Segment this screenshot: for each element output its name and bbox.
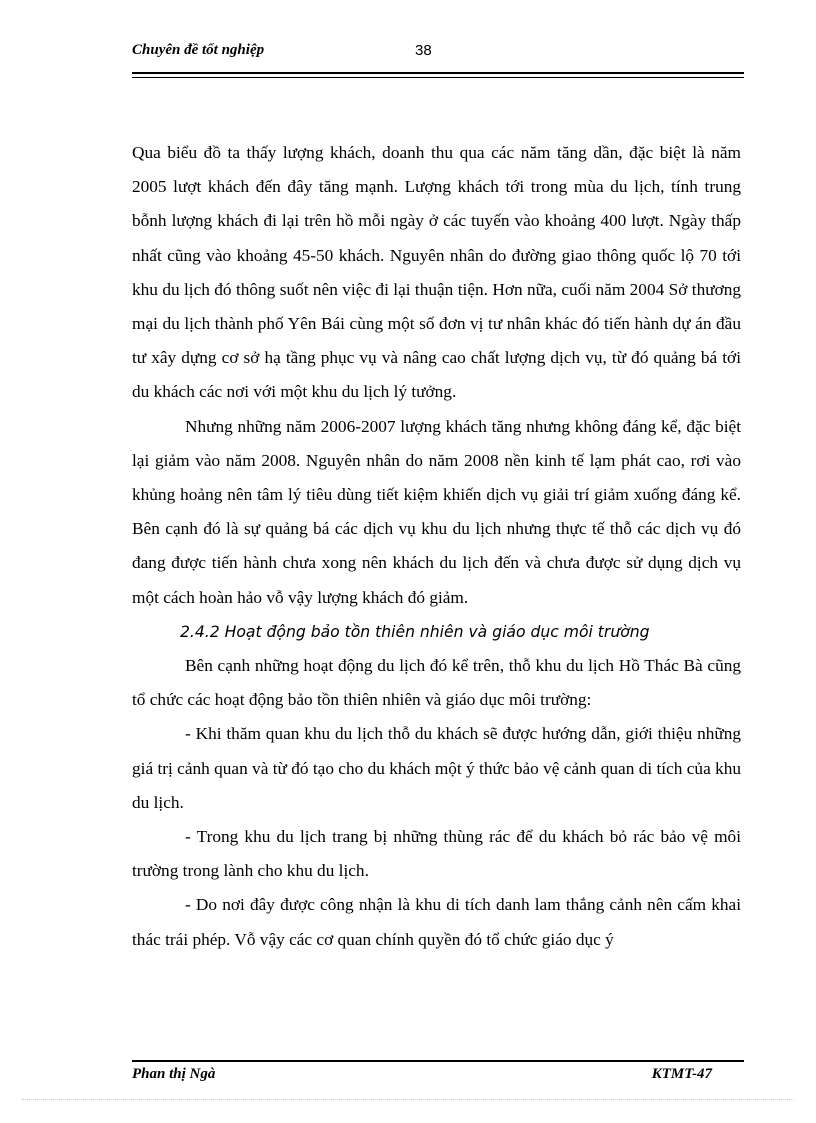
body-paragraph: Qua biểu đồ ta thấy lượng khách, doanh thu qua các năm tăng dần, đặc biệt là năm 2005 lượt khách đến đây tăng mạnh. Lượng khách tới trong mùa du lịch, tính trung bỗnh lượng khách đi lại trên hồ mỗi ngày ở các tuyến vào khoảng 400 lượt. Ngày thấp nhất cũng vào khoảng 45-50 khách. Nguyên nhân do đường giao thông quốc lộ 70 tới khu du lịch đó thông suốt nên việc đi lại thuận tiện. Hơn nữa, cuối năm 2004 Sở thương mại du lịch thành phố Yên Bái cùng một số đơn vị tư nhân khác đó tiến hành dự án đầu tư xây dựng cơ sở hạ tầng phục vụ và nâng cao chất lượng dịch vụ, từ đó quảng bá tới du khách các nơi với một khu du lịch lý tưởng. xyxy=(132,143,741,402)
section-heading: 2.4.2 Hoạt động bảo tồn thiên nhiên và giáo dục môi trường xyxy=(180,622,650,641)
footer-rule xyxy=(132,1060,744,1062)
header-rule-thick xyxy=(132,72,744,74)
body-paragraph: Nhưng những năm 2006-2007 lượng khách tăng nhưng không đáng kể, đặc biệt lại giảm vào năm 2008. Nguyên nhân do năm 2008 nền kinh tế lạm phát cao, rơi vào khủng hoảng nên tâm lý tiêu dùng tiết kiệm khiến dịch vụ giải trí giảm xuống đáng kể. Bên cạnh đó là sự quảng bá các dịch vụ khu du lịch nhưng thực tế thỗ các dịch vụ đó đang được tiến hành chưa xong nên khách du lịch đến và chưa được sử dụng dịch vụ một cách hoàn hảo vỗ vậy lượng khách đó giảm. xyxy=(132,416,741,607)
header-rule-thin xyxy=(132,77,744,78)
bullet-paragraph: - Trong khu du lịch trang bị những thùng rác để du khách bỏ rác bảo vệ môi trường trong lành cho khu du lịch. xyxy=(132,827,741,881)
bullet-paragraph: - Do nơi đây được công nhận là khu di tích danh lam thắng cảnh nên cấm khai thác trái phép. Vỗ vậy các cơ quan chính quyền đó tổ chức giáo dục ý xyxy=(132,895,741,949)
footer-author: Phan thị Ngà xyxy=(132,1066,216,1082)
page-number: 38 xyxy=(415,42,432,59)
document-title: Chuyên đề tốt nghiệp xyxy=(132,42,265,58)
page-body xyxy=(132,136,741,957)
page-header xyxy=(132,40,744,66)
page-bottom-edge xyxy=(22,1099,794,1100)
footer-class-code: KTMT-47 xyxy=(651,1066,712,1082)
body-paragraph: Bên cạnh những hoạt động du lịch đó kể trên, thỗ khu du lịch Hồ Thác Bà cũng tổ chức các hoạt động bảo tồn thiên nhiên và giáo dục môi trường: xyxy=(132,656,741,710)
bullet-paragraph: - Khi thăm quan khu du lịch thỗ du khách sẽ được hướng dẫn, giới thiệu những giá trị cảnh quan và từ đó tạo cho du khách một ý thức bảo vệ cảnh quan di tích của khu du lịch. xyxy=(132,724,741,812)
